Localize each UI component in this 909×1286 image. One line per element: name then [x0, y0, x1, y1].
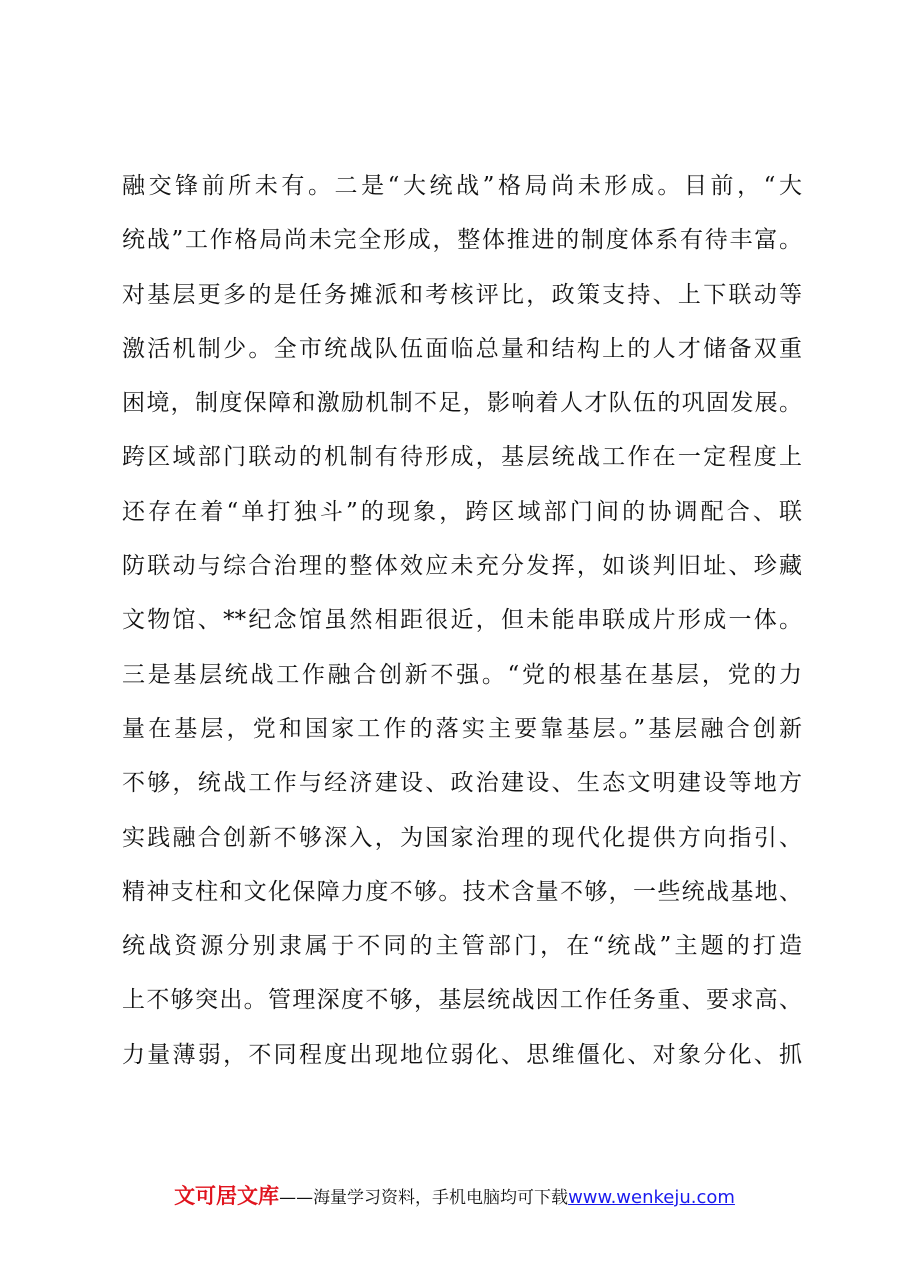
- text-line: 困境，制度保障和激励机制不足，影响着人才队伍的巩固发展。: [122, 390, 802, 417]
- body-text: [122, 166, 802, 1089]
- text-line: 对基层更多的是任务摊派和考核评比，政策支持、上下联动等: [122, 281, 802, 308]
- text-line: 还存在着“单打独斗”的现象，跨区域部门间的协调配合、联: [122, 498, 802, 525]
- text-line: 激活机制少。全市统战队伍面临总量和结构上的人才储备双重: [122, 335, 802, 362]
- text-line: 量在基层，党和国家工作的落实主要靠基层。”基层融合创新: [122, 715, 802, 742]
- footer-site-link[interactable]: www.wenkeju.com: [568, 1187, 735, 1208]
- text-line: 跨区域部门联动的机制有待形成，基层统战工作在一定程度上: [122, 444, 802, 471]
- footer-brand: 文可居文库: [174, 1184, 280, 1208]
- text-line: 文物馆、**纪念馆虽然相距很近，但未能串联成片形成一体。: [122, 607, 802, 634]
- text-line: 实践融合创新不够深入，为国家治理的现代化提供方向指引、: [122, 824, 802, 851]
- text-line: 融交锋前所未有。二是“大统战”格局尚未形成。目前，“大: [122, 173, 802, 199]
- text-line: 精神支柱和文化保障力度不够。技术含量不够，一些统战基地、: [122, 878, 802, 905]
- text-line: 三是基层统战工作融合创新不强。“党的根基在基层，党的力: [122, 661, 802, 688]
- text-line: 统战”工作格局尚未完全形成，整体推进的制度体系有待丰富。: [122, 227, 802, 254]
- footer-banner: [0, 1180, 909, 1210]
- text-line: 力量薄弱，不同程度出现地位弱化、思维僵化、对象分化、抓: [122, 1041, 802, 1068]
- text-line: 上不够突出。管理深度不够，基层统战因工作任务重、要求高、: [122, 987, 802, 1014]
- text-line: 统战资源分别隶属于不同的主管部门，在“统战”主题的打造: [122, 933, 802, 960]
- footer-tagline: ——海量学习资料，手机电脑均可下载: [279, 1188, 569, 1208]
- text-line: 不够，统战工作与经济建设、政治建设、生态文明建设等地方: [122, 770, 802, 797]
- text-line: 防联动与综合治理的整体效应未充分发挥，如谈判旧址、珍藏: [122, 553, 802, 580]
